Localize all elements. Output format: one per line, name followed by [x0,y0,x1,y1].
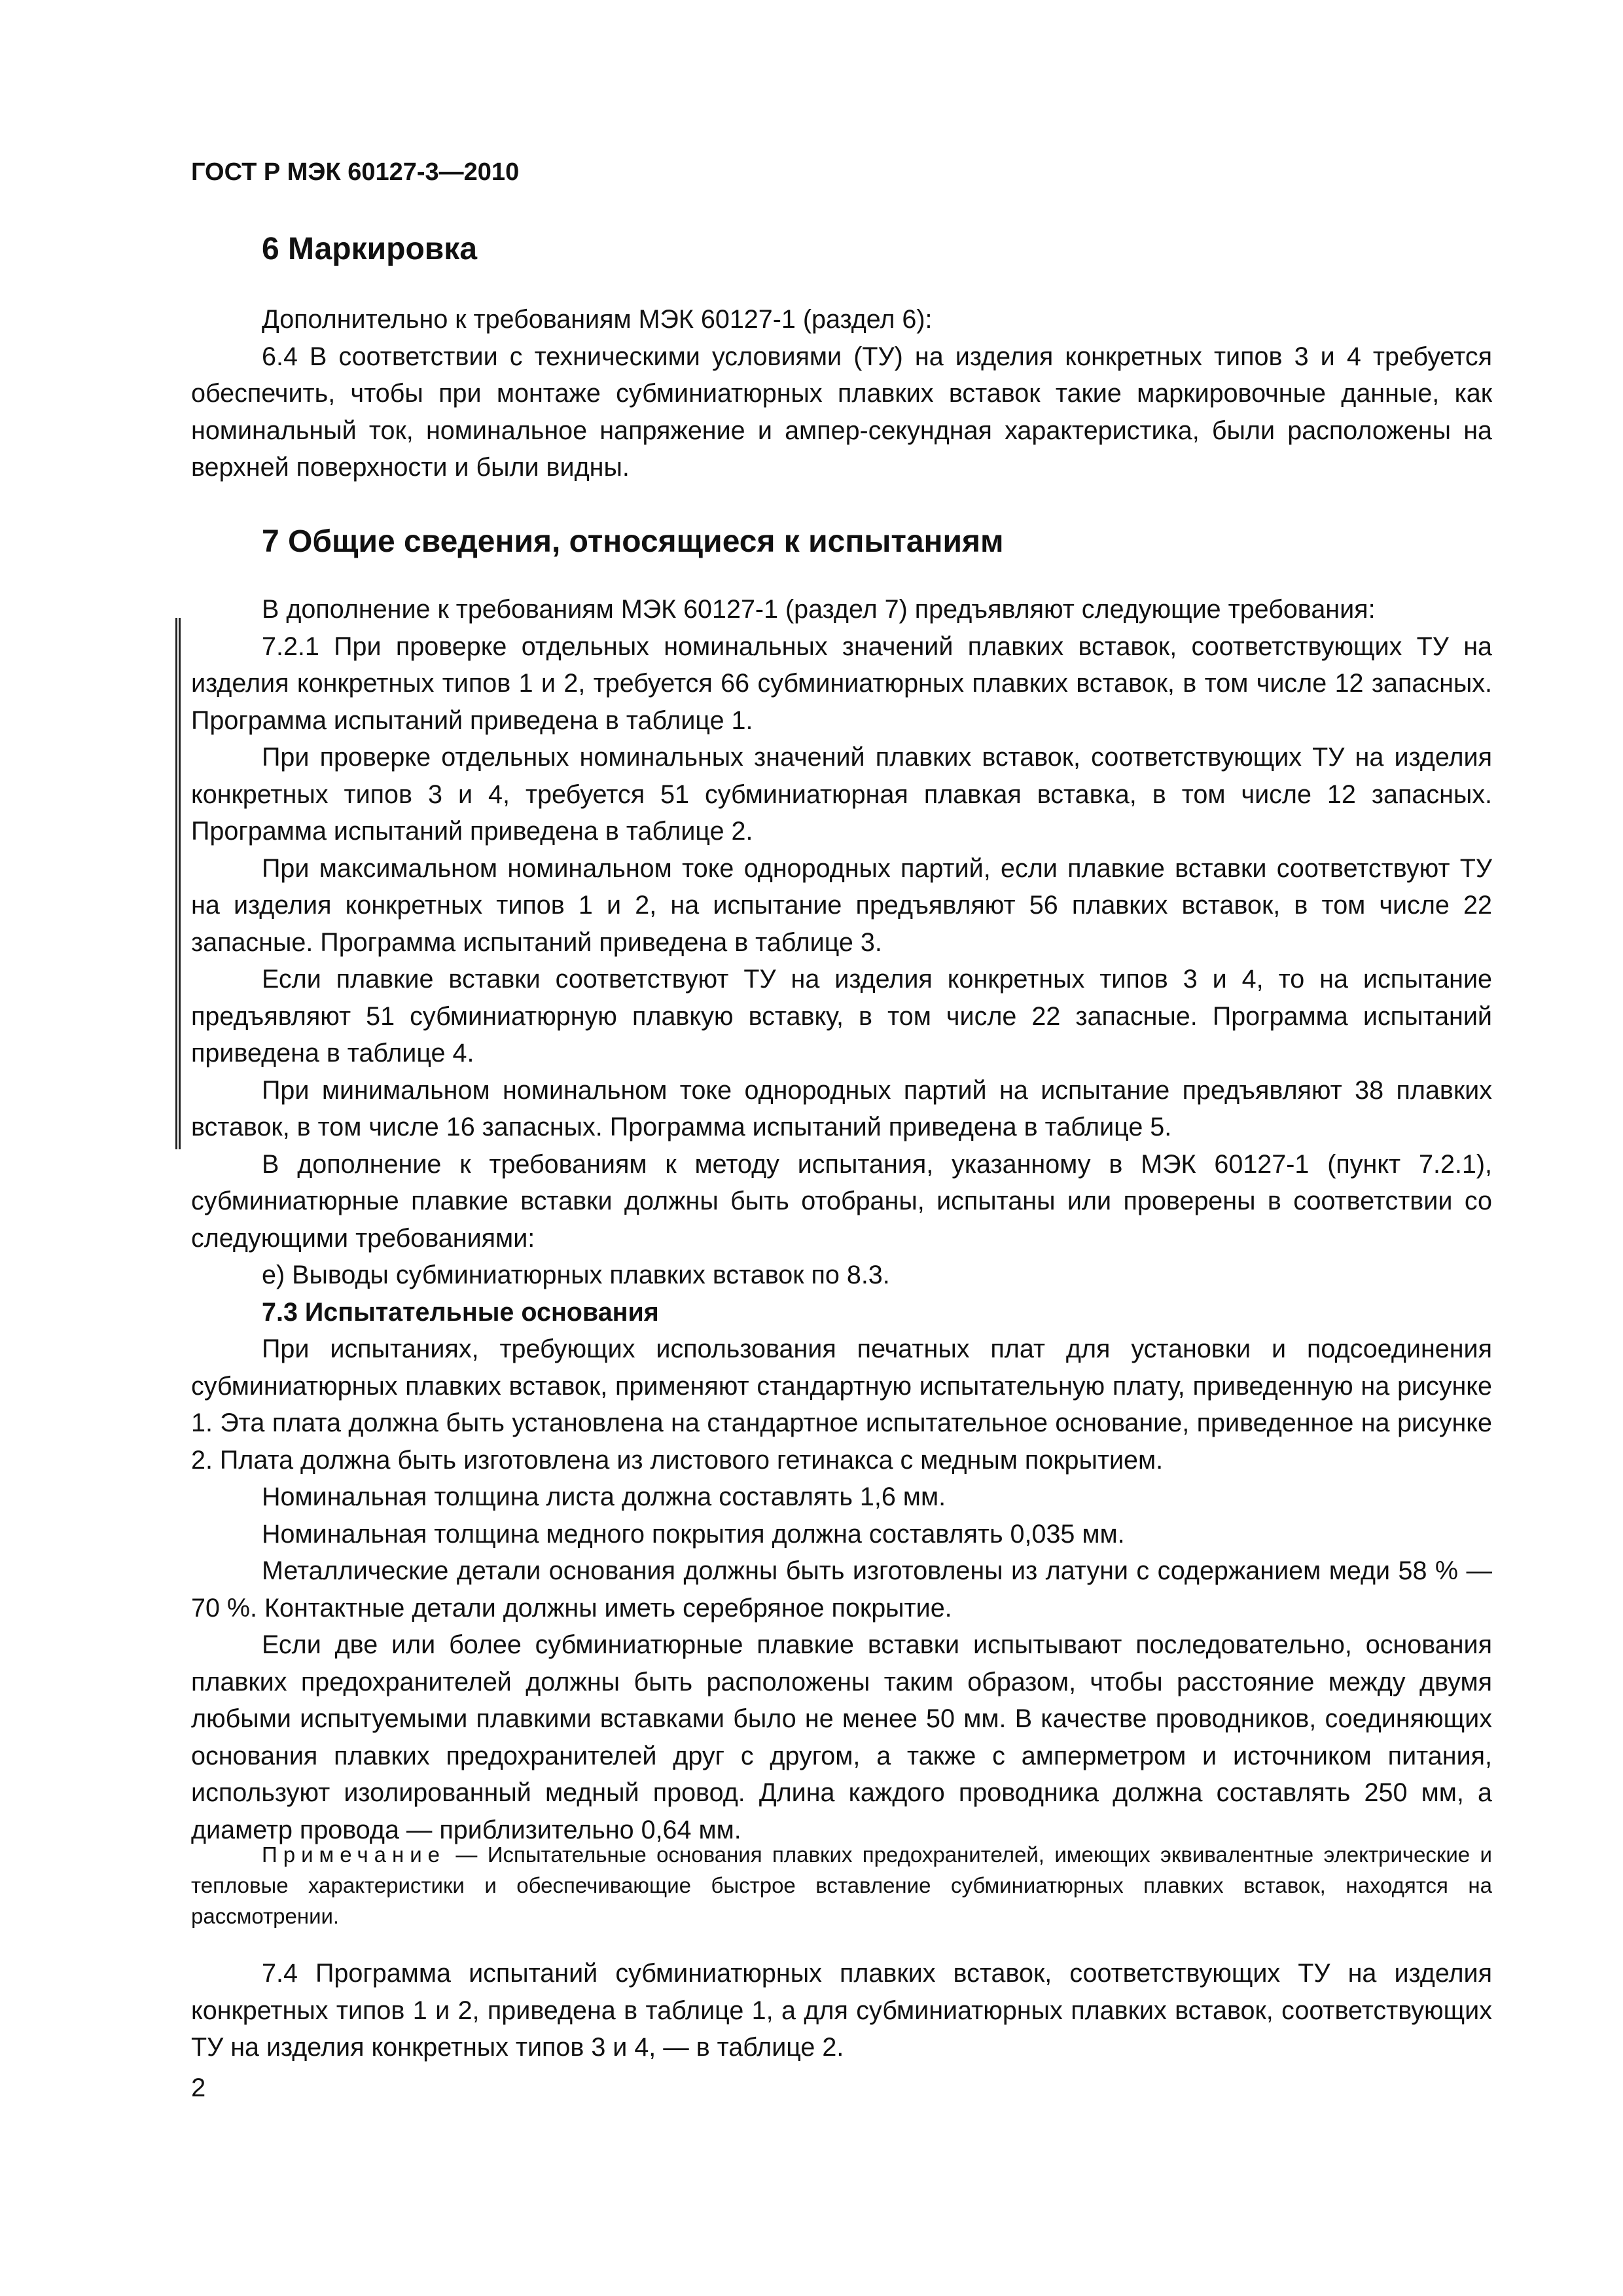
section-7-4-body [191,1955,1492,2066]
note-label: Примечание [262,1842,446,1867]
section-6-heading: 6 Маркировка [262,232,478,266]
list-item-e: е) Выводы субминиатюрных плавких вставок по 8.3. [262,1261,890,1289]
document-code: ГОСТ Р МЭК 60127-3—2010 [191,158,520,186]
section-6-body [191,301,1492,486]
paragraph-min-current: При минимальном номинальном токе однородных партий на испытание предъявляют 38 плавких вставок, в том числе 16 запасных. Программа испытаний приведена в таблице 5. [191,1075,1492,1141]
paragraph-test-method: В дополнение к требованиям к методу испытания, указанному в МЭК 60127-1 (пункт 7.2.1), субминиатюрные плавкие вставки должны быть отобраны, испытаны или проверены в соответствии со следующими требованиями: [191,1149,1492,1253]
paragraph-types-3-4: При проверке отдельных номинальных значений плавких вставок, соответствующих ТУ на изделия конкретных типов 3 и 4, требуется 51 субминиатюрная плавкая вставка, в том числе 12 запасных. Программа испытаний приведена в таблице 2. [191,743,1492,846]
page-number: 2 [191,2073,206,2102]
note-block [191,1839,1492,1931]
paragraph-metal-parts: Металлические детали основания должны быть изготовлены из латуни с содержанием меди 58 % — 70 %. Контактные детали должны иметь серебряное покрытие. [191,1556,1492,1623]
section-7-body [191,591,1492,1848]
paragraph-max-current: При максимальном номинальном токе однородных партий, если плавкие вставки соответствуют ТУ на изделия конкретных типов 1 и 2, на испытание предъявляют 56 плавких вставок, в том числе 22 запасные. Программа испытаний приведена в таблице 3. [191,853,1492,957]
paragraph-series-testing: Если две или более субминиатюрные плавкие вставки испытывают последовательно, основания плавких предохранителей должны быть расположены таким образом, чтобы расстояние между двумя любыми испытуемыми плавкими вставками было не менее 50 мм. В качестве проводников, соединяющих основания плавких предохранителей друг с другом, а также с амперметром и источником питания, используют изолированный медный провод. Длина каждого проводника должна составлять 250 мм, а диаметр провода — приблизительно 0,64 мм. [191,1630,1492,1844]
change-marker-bar [175,618,181,1149]
section-7-heading: 7 Общие сведения, относящиеся к испытаниям [262,524,1004,559]
paragraph-6-4: 6.4 В соответствии с техническими условиями (ТУ) на изделия конкретных типов 3 и 4 требуется обеспечить, чтобы при монтаже субминиатюрных плавких вставок такие маркировочные данные, как номинальный ток, номинальное напряжение и ампер-секундная характеристика, были расположены на верхней поверхности и были видны. [191,342,1492,482]
paragraph-7-2-1: 7.2.1 При проверке отдельных номинальных значений плавких вставок, соответствующих ТУ на изделия конкретных типов 1 и 2, требуется 66 субминиатюрных плавких вставок, в том числе 12 запасных. Программа испытаний приведена в таблице 1. [191,632,1492,735]
paragraph-copper-thickness: Номинальная толщина медного покрытия должна составлять 0,035 мм. [262,1519,1125,1549]
subheading-7-3: 7.3 Испытательные основания [262,1297,659,1327]
section-7-intro: В дополнение к требованиям МЭК 60127-1 (раздел 7) предъявляют следующие требования: [262,595,1376,624]
note-text: — Испытательные основания плавких предохранителей, имеющих эквивалентные электрические и тепловые характеристики и обеспечивающие быстрое вставление субминиатюрных плавких вставок, находятся на рассмотрении. [191,1842,1492,1928]
paragraph-7-4: 7.4 Программа испытаний субминиатюрных плавких вставок, соответствующих ТУ на изделия конкретных типов 1 и 2, приведена в таблице 1, а для субминиатюрных плавких вставок, соответствующих ТУ на изделия конкретных типов 3 и 4, — в таблице 2. [191,1959,1492,2062]
paragraph-sheet-thickness: Номинальная толщина листа должна составлять 1,6 мм. [262,1482,946,1511]
paragraph-table-4: Если плавкие вставки соответствуют ТУ на изделия конкретных типов 3 и 4, то на испытание предъявляют 51 субминиатюрную плавкую вставку, в том числе 22 запасные. Программа испытаний приведена в таблице 4. [191,965,1492,1067]
paragraph-test-boards: При испытаниях, требующих использования печатных плат для установки и подсоединения субминиатюрных плавких вставок, применяют стандартную испытательную плату, приведенную на рисунке 1. Эта плата должна быть установлена на стандартное испытательное основание, приведенное на рисунке 2. Плата должна быть изготовлена из листового гетинакса с медным покрытием. [191,1335,1492,1475]
section-6-intro: Дополнительно к требованиям МЭК 60127-1 (раздел 6): [262,305,933,334]
